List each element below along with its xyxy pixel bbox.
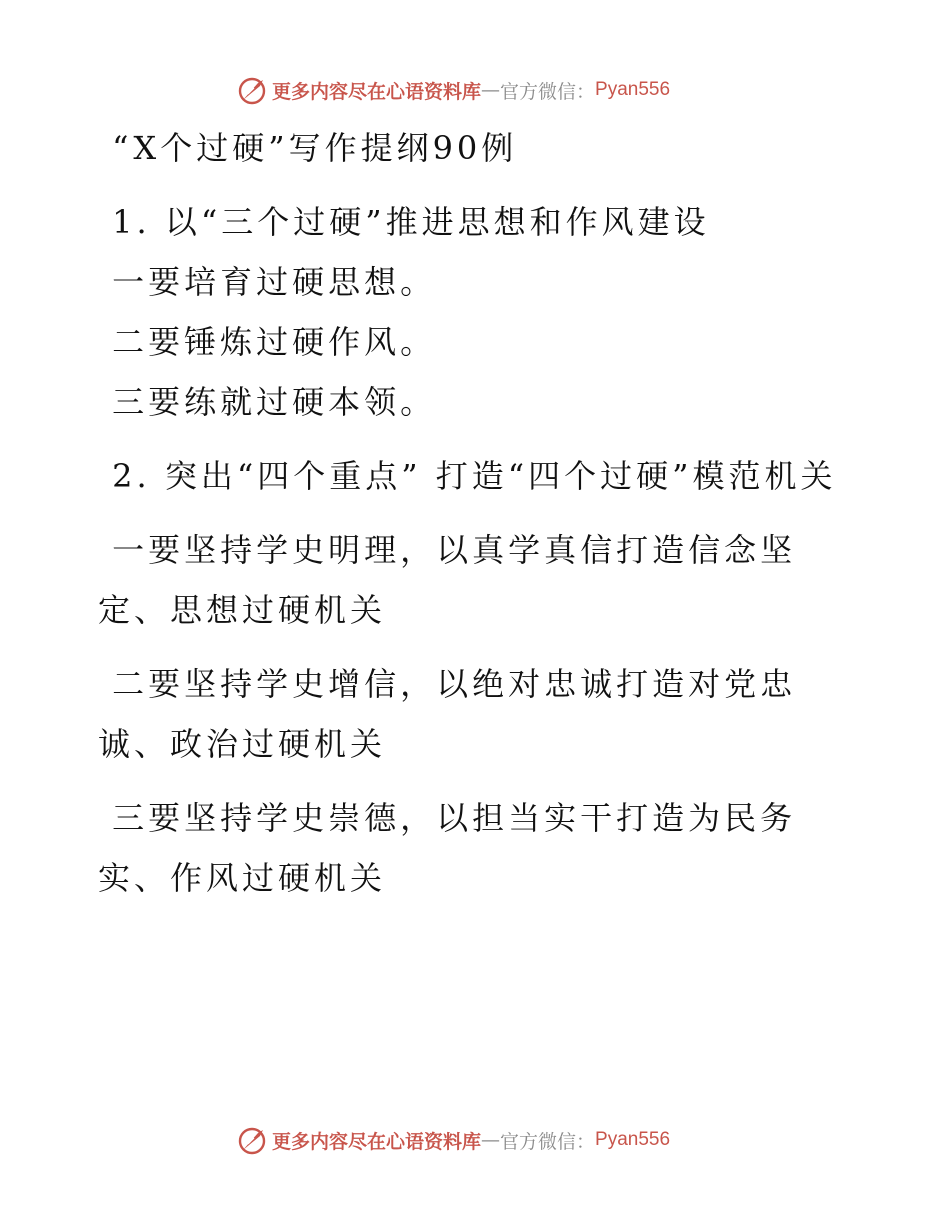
section-item: 一要坚持学史明理，以真学真信打造信念坚定、思想过硬机关 bbox=[98, 531, 797, 629]
watermark-wechat-id: Pyan556 bbox=[595, 1129, 671, 1150]
section-heading: 2. 突出“四个重点” 打造“四个过硬”模范机关 bbox=[98, 457, 837, 495]
quill-pen-logo-icon bbox=[236, 74, 268, 106]
section-item: 二要锤炼过硬作风。 bbox=[98, 323, 437, 361]
watermark-site-text: 更多内容尽在心语资料库 bbox=[272, 1130, 482, 1153]
document-title: “X个过硬”写作提纲90例 bbox=[98, 129, 518, 167]
section-item: 二要坚持学史增信，以绝对忠诚打造对党忠诚、政治过硬机关 bbox=[98, 665, 797, 763]
section-item: 三要坚持学史崇德，以担当实干打造为民务实、作风过硬机关 bbox=[98, 799, 797, 897]
watermark-official-text: 官方微信： bbox=[500, 80, 596, 103]
quill-pen-logo-icon bbox=[236, 1124, 268, 1156]
footer-watermark bbox=[236, 1123, 670, 1157]
section-heading: 1. 以“三个过硬”推进思想和作风建设 bbox=[98, 203, 710, 241]
section-item: 三要练就过硬本领。 bbox=[98, 383, 437, 421]
watermark-official-text: 官方微信： bbox=[500, 1130, 596, 1153]
watermark-separator: — bbox=[481, 79, 501, 101]
document-body bbox=[98, 118, 838, 908]
watermark-site-text: 更多内容尽在心语资料库 bbox=[272, 80, 482, 103]
watermark-wechat-id: Pyan556 bbox=[595, 79, 671, 100]
watermark-separator: — bbox=[481, 1129, 501, 1151]
section-item: 一要培育过硬思想。 bbox=[98, 263, 437, 301]
header-watermark bbox=[236, 73, 670, 107]
